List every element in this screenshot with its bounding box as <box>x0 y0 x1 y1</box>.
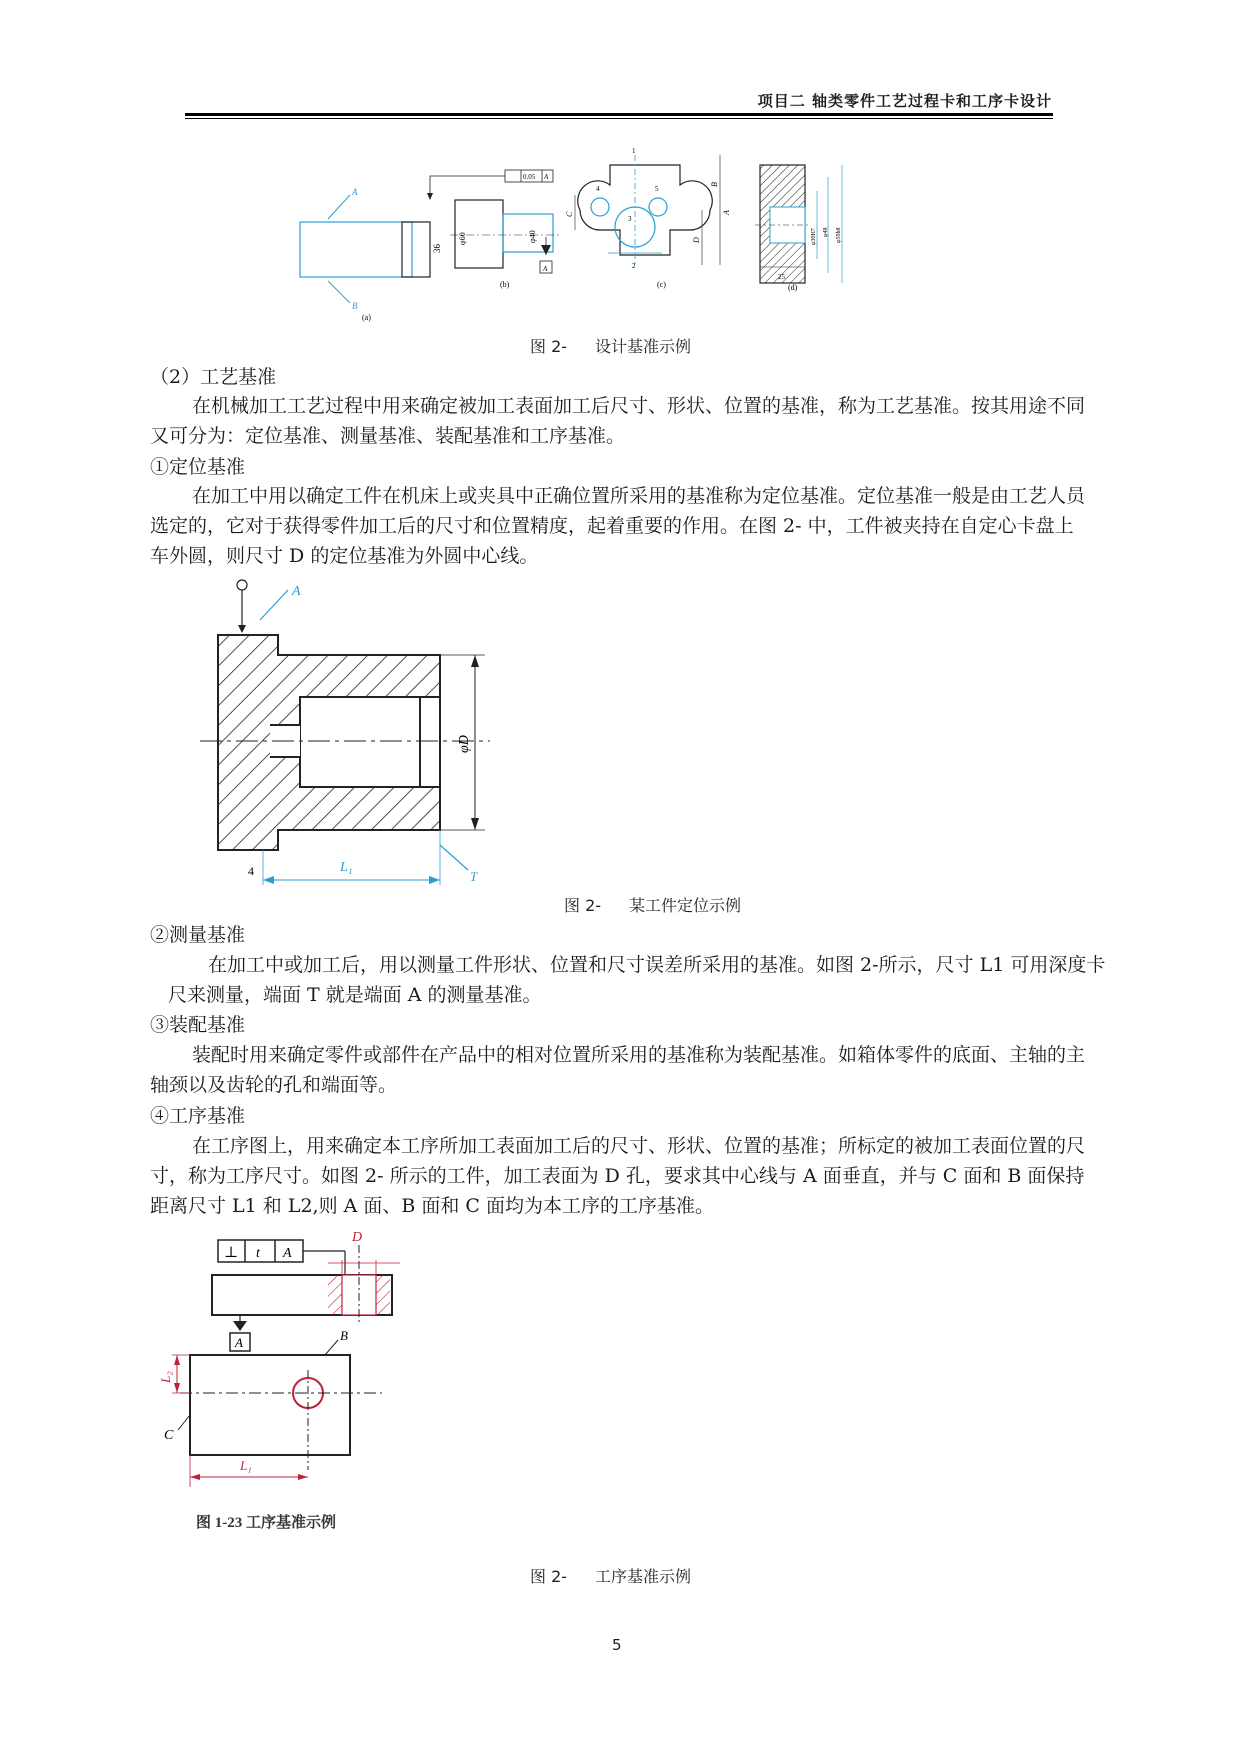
figure2-caption-text: 某工件定位示例 <box>629 896 742 915</box>
fig1c-n1: 1 <box>632 147 636 155</box>
fig1-sub-b: (b) <box>500 280 510 289</box>
fig1c-D: D <box>692 237 701 243</box>
fig1d-w25: 25 <box>778 273 785 281</box>
figure2-caption-num: 图 2- <box>564 896 602 915</box>
figure-design-datum <box>290 147 960 335</box>
fig2-label-4: 4 <box>248 864 254 878</box>
fig1-sub-a: (a) <box>362 313 371 322</box>
fig1d-d59: φ59h8 <box>836 227 842 243</box>
fig1c-B: B <box>710 182 719 187</box>
fig1d-d30: φ30H7 <box>811 228 817 245</box>
fig1d-d48: φ48 <box>823 227 829 237</box>
figure1-part-d <box>755 165 842 292</box>
locating-datum-paragraph: 在加工中用以确定工件在机床上或夹具中正确位置所采用的基准称为定位基准。定位基准一般是由工艺人员选定的，它对于获得零件加工后的尺寸和位置精度，起着重要的作用。在图 2- 中，工件被夹持在自定心卡盘上车外圆，则尺寸 D 的定位基准为外圆中心线。 <box>150 485 1086 567</box>
fig1a-dim: 36 <box>432 244 442 253</box>
fig1b-tol-datum: A <box>544 173 549 181</box>
figure3-caption-num: 图 2- <box>530 1567 568 1586</box>
section2-paragraph: 在机械加工工艺过程中用来确定被加工表面加工后尺寸、形状、位置的基准，称为工艺基准。按其用途不同又可分为：定位基准、测量基准、装配基准和工序基准。 <box>150 395 1086 447</box>
subheading-assembly-datum: ③装配基准 <box>150 1014 246 1036</box>
fig1b-tol: 0.05 <box>523 173 536 181</box>
fig1-sub-d: (d) <box>788 283 798 292</box>
fig3-L2: L₂ <box>158 1371 173 1383</box>
figure1-caption-num: 图 2- <box>530 337 568 356</box>
fig3-inner-caption: 图 1-23 工序基准示例 <box>196 1515 336 1531</box>
figure2-caption <box>564 893 741 916</box>
assembly-datum-paragraph: 装配时用来确定零件或部件在产品中的相对位置所采用的基准称为装配基准。如箱体零件的底面、主轴的主轴颈以及齿轮的孔和端面等。 <box>150 1044 1086 1096</box>
fig2-label-A: A <box>292 584 301 599</box>
subheading-measuring-datum: ②测量基准 <box>150 924 246 946</box>
page-number: 5 <box>612 1636 622 1654</box>
fig3-datum-A: A <box>235 1335 243 1350</box>
fig1c-A: A <box>722 210 731 215</box>
fig3-C: C <box>164 1428 174 1443</box>
figure-workpiece-locating <box>190 575 550 895</box>
fig1b-d40: φ40 <box>528 230 537 243</box>
fig1b-datum-box: A <box>543 265 548 273</box>
figure1-caption-text: 设计基准示例 <box>595 337 692 356</box>
fig3-D: D <box>352 1230 363 1245</box>
fig2-label-L1: L₁ <box>340 860 353 875</box>
fig1a-label-B: B <box>352 301 358 311</box>
fig2-label-T: T <box>470 869 478 884</box>
fig3-perp-symbol: ⊥ <box>224 1245 239 1261</box>
fig1c-n2: 2 <box>632 262 636 270</box>
fig1c-C: C <box>565 211 574 217</box>
section-heading-process-datum: （2）工艺基准 <box>150 366 277 388</box>
figure1-part-b <box>427 170 560 289</box>
fig3-B: B <box>340 1328 348 1343</box>
header-rule-thick <box>185 113 1053 116</box>
figure1-caption <box>530 334 691 357</box>
figure1-part-c <box>565 147 731 289</box>
fig1c-n4: 4 <box>596 185 600 193</box>
figure1-part-a <box>300 187 442 322</box>
subheading-locating-datum: ①定位基准 <box>150 456 246 478</box>
figure3-caption <box>530 1564 691 1587</box>
fig1a-label-A: A <box>352 187 358 197</box>
running-header: 项目二 轴类零件工艺过程卡和工序卡设计 <box>757 92 1052 110</box>
fig1c-n5: 5 <box>655 185 659 193</box>
fig3-frame-A: A <box>283 1246 292 1261</box>
fig1c-n3: 3 <box>628 215 632 223</box>
fig1-sub-c: (c) <box>657 280 666 289</box>
header-rule-thin <box>185 118 1053 119</box>
figure3-caption-text: 工序基准示例 <box>595 1567 692 1586</box>
subheading-operation-datum: ④工序基准 <box>150 1105 246 1127</box>
fig2-label-D: φD <box>457 735 472 753</box>
fig1b-d60: φ60 <box>458 232 467 245</box>
measuring-datum-paragraph: 在加工中或加工后，用以测量工件形状、位置和尺寸误差所采用的基准。如图 2-所示，尺寸 L1 可用深度卡尺来测量，端面 T 就是端面 A 的测量基准。 <box>168 954 1106 1006</box>
fig3-L1: L₁ <box>240 1458 252 1473</box>
operation-datum-paragraph: 在工序图上，用来确定本工序所加工表面加工后的尺寸、形状、位置的基准；所标定的被加工表面位置的尺寸，称为工序尺寸。如图 2- 所示的工件，加工表面为 D 孔，要求其中心线与 A 面垂直，并与 C 面和 B 面保持距离尺寸 L1 和 L2,则 A 面、B 面和 C 面均为本工序的工序基准。 <box>150 1135 1086 1217</box>
fig3-t: t <box>256 1246 260 1261</box>
figure-operation-datum <box>150 1225 450 1565</box>
